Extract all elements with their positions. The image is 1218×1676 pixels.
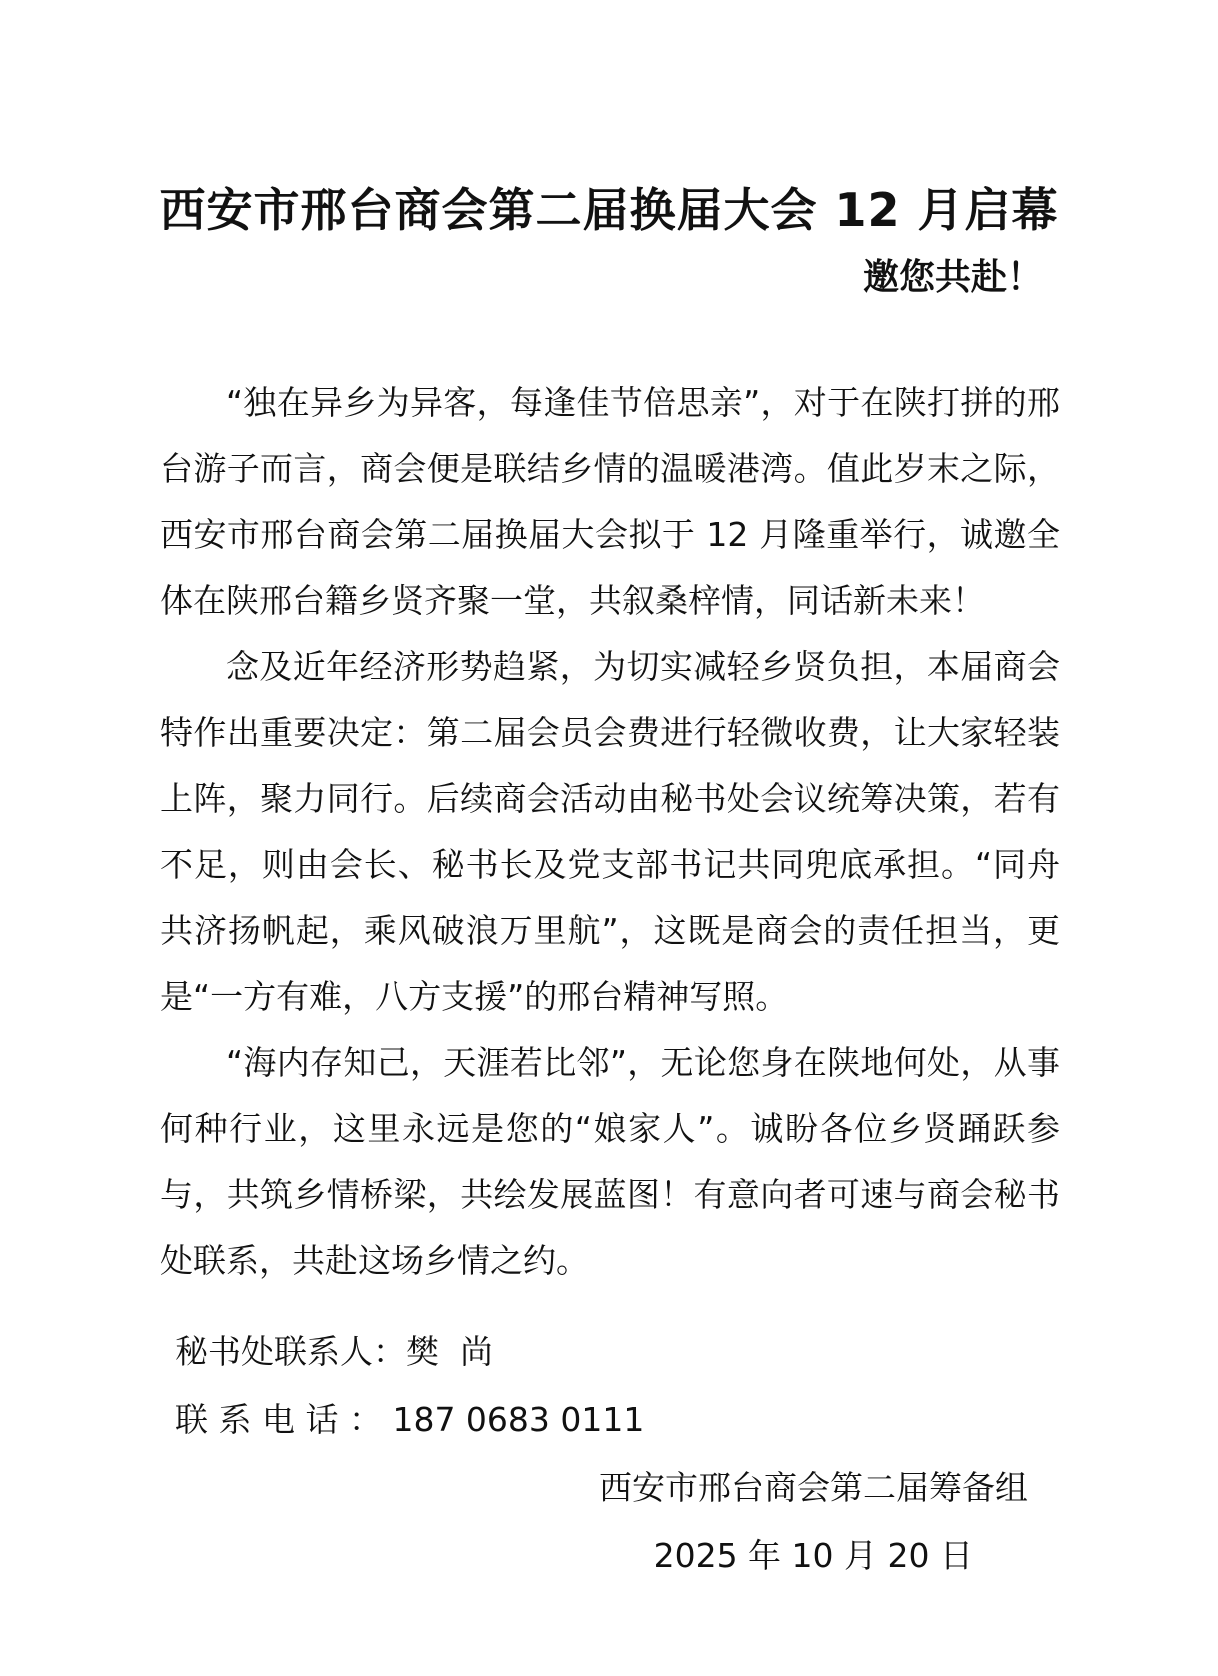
document-body [160, 370, 1060, 1294]
paragraph-2: 念及近年经济形势趋紧，为切实减轻乡贤负担，本届商会特作出重要决定：第二届会员会费进行轻微收费，让大家轻装上阵，聚力同行。后续商会活动由秘书处会议统筹决策，若有不足，则由会长、秘书长及党支部书记共同兜底承担。“同舟共济扬帆起，乘风破浪万里航”，这既是商会的责任担当，更是“一方有难，八方支援”的邢台精神写照。 [160, 647, 1060, 1016]
document-title: 西安市邢台商会第二届换届大会 12 月启幕 [159, 183, 1059, 237]
paragraph-1: “独在异乡为异客，每逢佳节倍思亲”，对于在陕打拼的邢台游子而言，商会便是联结乡情的温暖港湾。值此岁末之际，西安市邢台商会第二届换届大会拟于 12 月隆重举行，诚邀全体在陕邢台籍乡贤齐聚一堂，共叙桑梓情，同话新未来！ [160, 383, 1060, 620]
contact-phone: 联 系 电 话 ： 187 0683 0111 [175, 1400, 645, 1439]
document-subtitle: 邀您共赴！ [862, 257, 1043, 298]
paragraph-3: “海内存知己，天涯若比邻”，无论您身在陕地何处，从事何种行业，这里永远是您的“娘家人”。诚盼各位乡贤踊跃参与，共筑乡情桥梁，共绘发展蓝图！有意向者可速与商会秘书处联系，共赴这场乡情之约。 [160, 1043, 1060, 1280]
signature-organization: 西安市邢台商会第二届筹备组 [599, 1468, 1028, 1507]
signature-date: 2025 年 10 月 20 日 [653, 1536, 973, 1575]
contact-person: 秘书处联系人：樊 尚 [175, 1332, 493, 1371]
